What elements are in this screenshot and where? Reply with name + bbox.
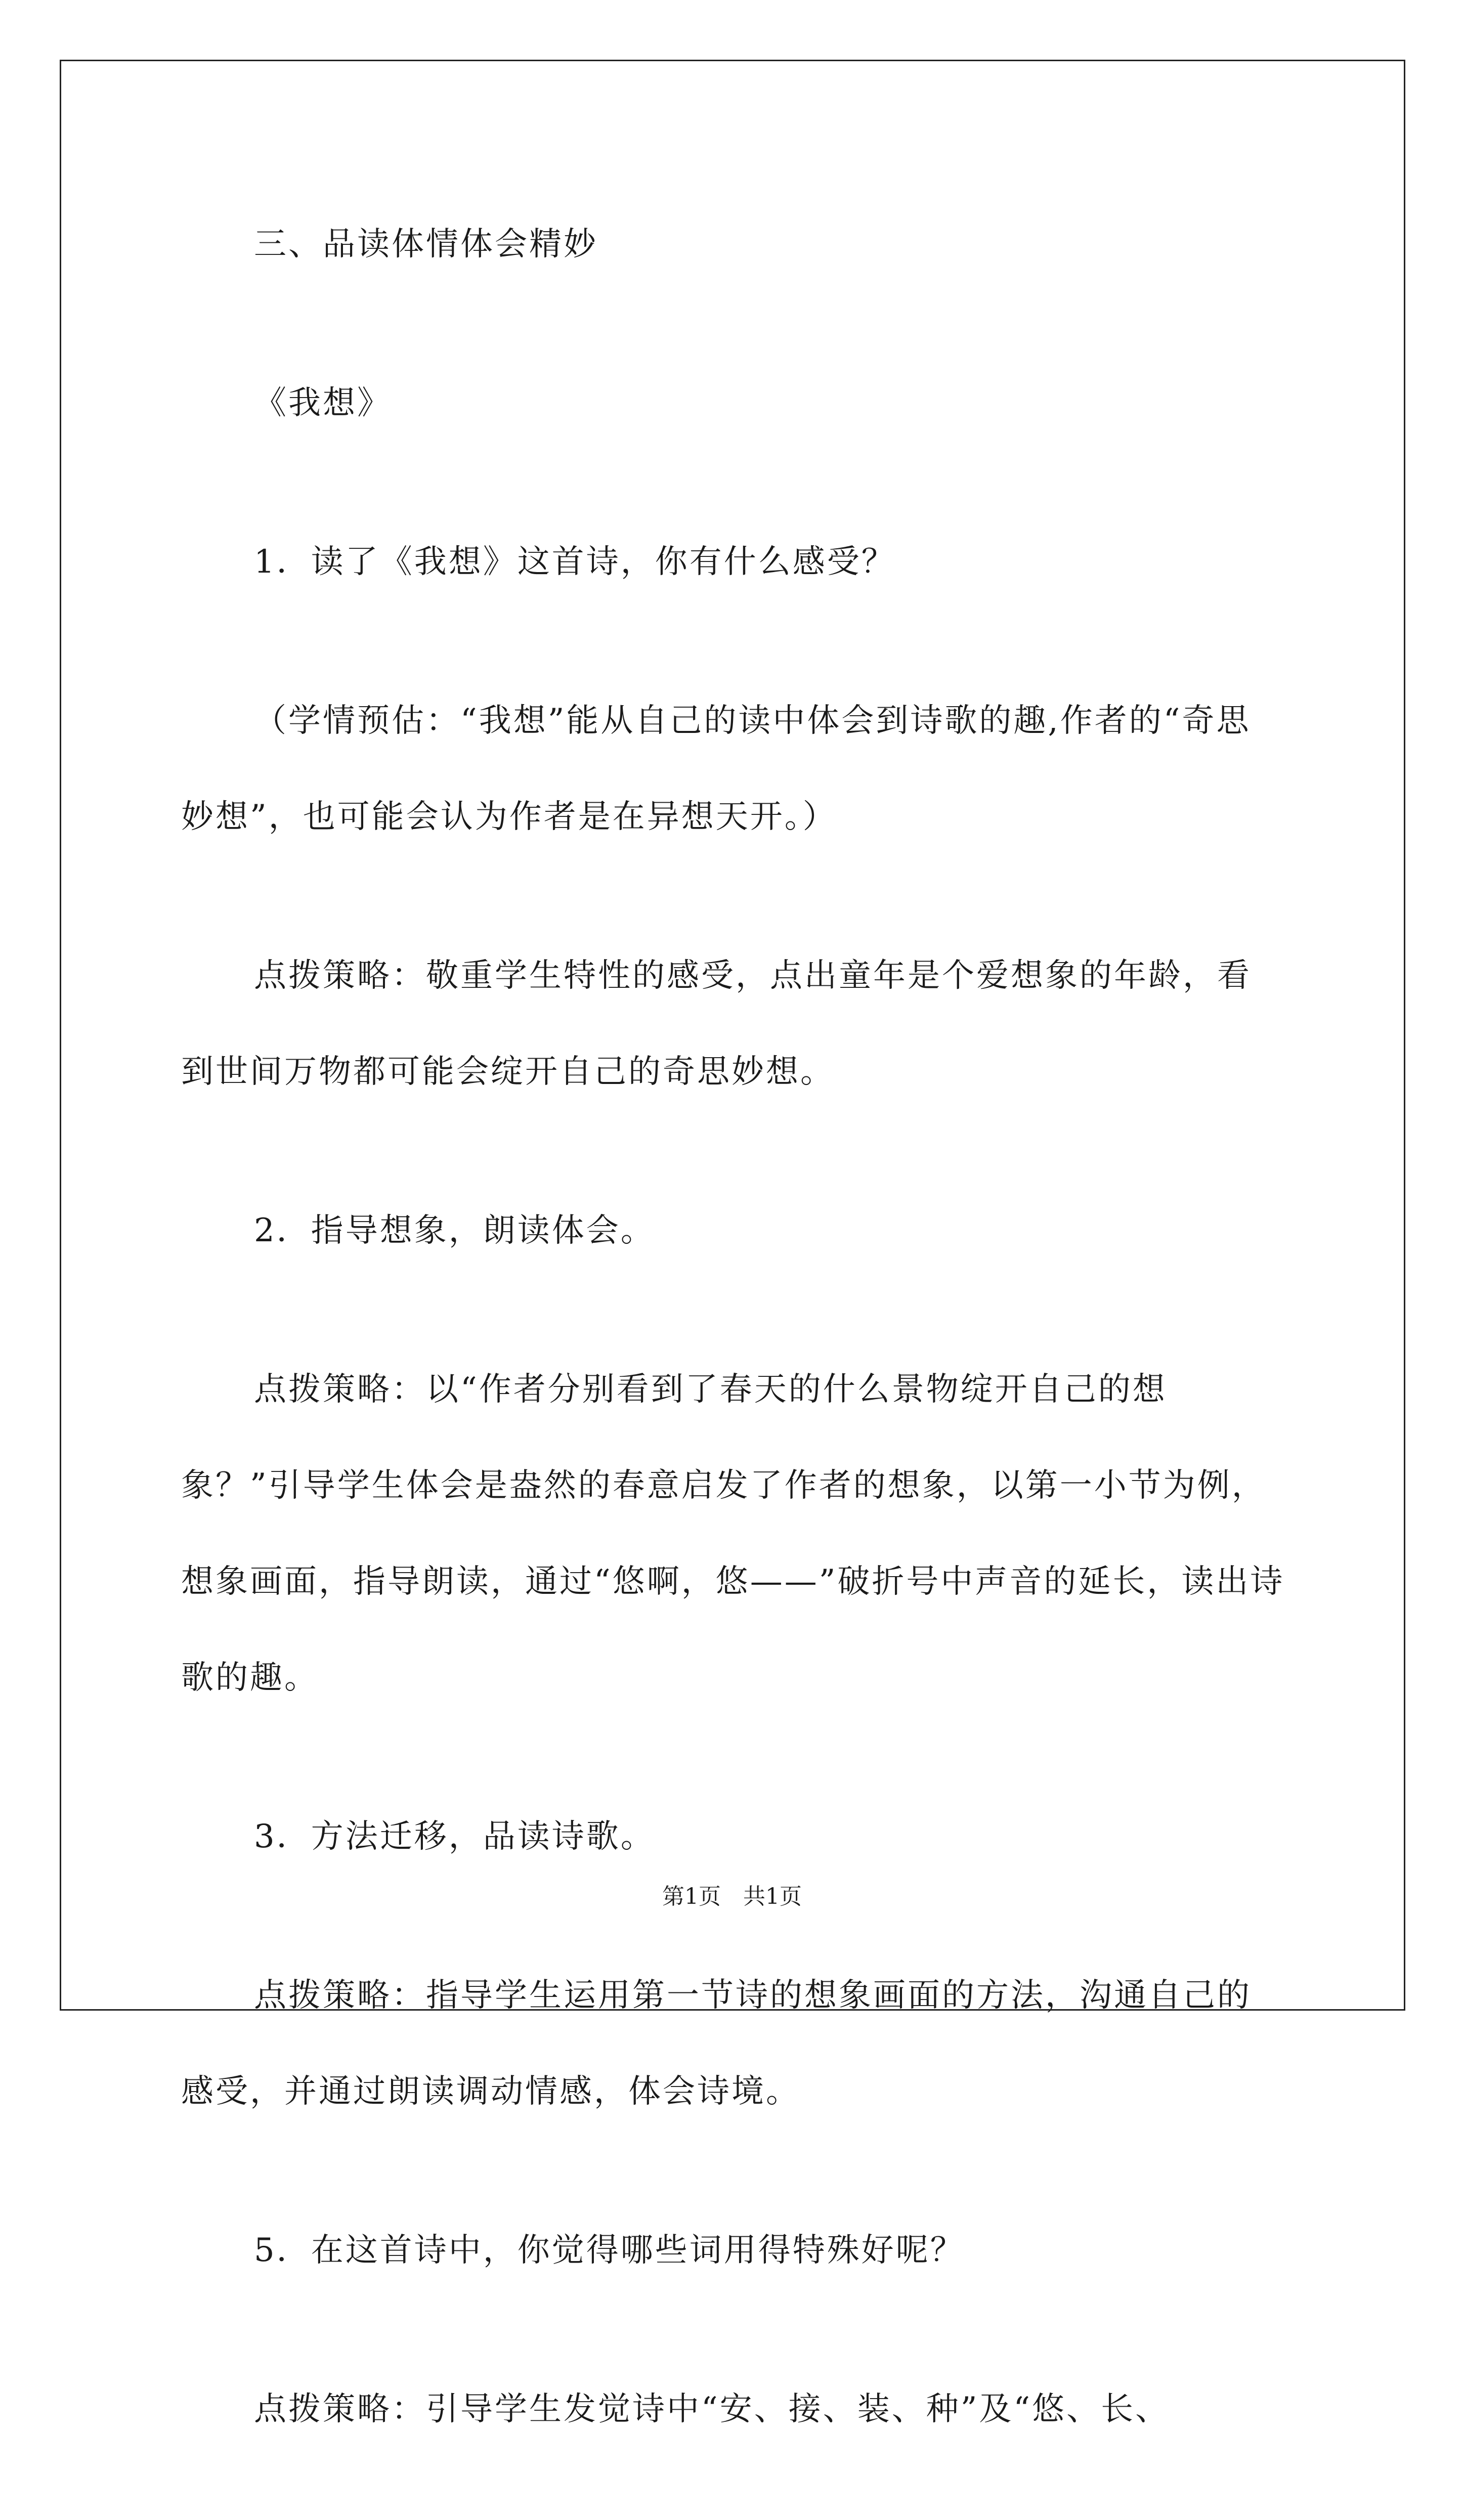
strategy-1: 点拨策略：敬重学生特性的感受，点出童年是个爱想象的年龄，看到世间万物都可能会绽开自己的奇思妙想。 <box>181 957 1252 1091</box>
question-5: 5．在这首诗中，你觉得哪些词用得特殊好呢？ <box>254 2232 965 2269</box>
section-heading: 三、品读体情体会精妙 <box>254 226 598 263</box>
page-number-footer: 第1页 共1页 <box>662 1884 802 1909</box>
question-3: 3．方法迁移，品读诗歌。 <box>254 1818 655 1855</box>
strategy-3: 点拨策略：指导学生运用第一节诗的想象画面的方法，沟通自己的感受，并通过朗读调动情感，体会诗境。 <box>181 1977 1252 2110</box>
question-2: 2．指导想象，朗读体会。 <box>254 1212 655 1249</box>
learning-estimate: （学情预估：“我想”能从自己的读中体会到诗歌的趣,作者的“奇思妙想”，也可能会认为作者是在异想天开。） <box>181 702 1251 836</box>
poem-title: 《我想》 <box>254 384 392 422</box>
strategy-2: 点拨策略：以“作者分别看到了春天的什么景物绽开自己的想象？”引导学生体会是盎然的春意启发了作者的想象，以第一小节为例，想象画面，指导朗读，通过“悠啊，悠——”破折号中声音的延长，读出诗歌的趣。 <box>181 1371 1285 1697</box>
question-1: 1．读了《我想》这首诗，你有什么感受？ <box>254 543 896 581</box>
document-body <box>181 196 1285 2520</box>
strategy-5: 点拨策略：引导学生发觉诗中“安、接、装、种”及“悠、长、 <box>254 2391 1170 2428</box>
